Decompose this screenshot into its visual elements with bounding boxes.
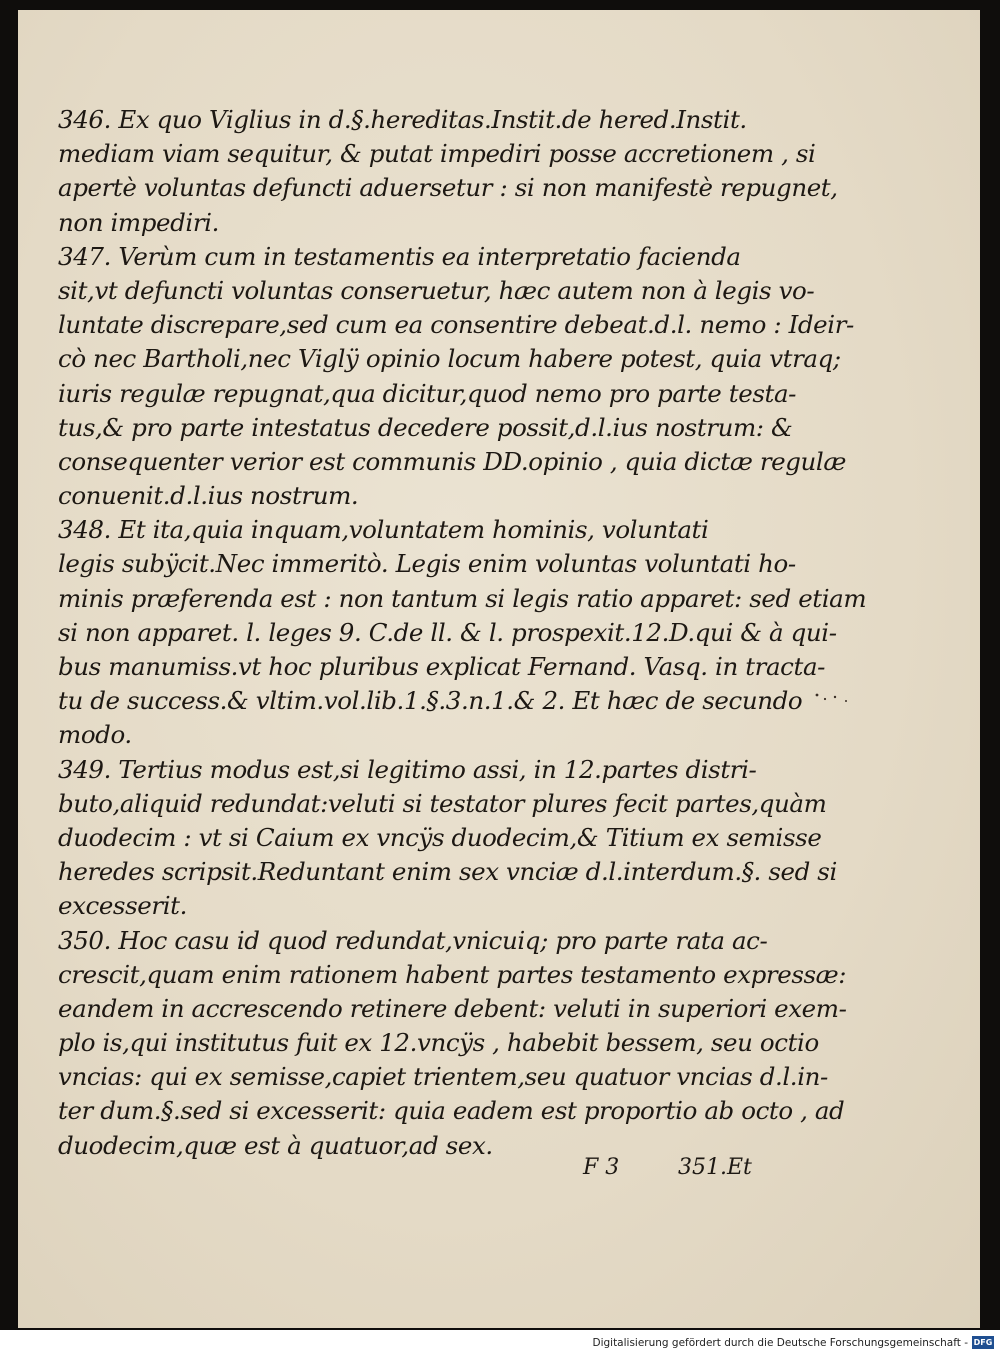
text-line: si non apparet. l. leges 9. C.de ll. & l. prospexit.12.D.qui & à qui- [58,617,837,647]
text-line: minis præferenda est : non tantum si legis ratio apparet: sed etiam [58,583,867,613]
text-line: legis subÿcit.Nec immeritò. Legis enim voluntas voluntati ho- [58,549,796,579]
text-line: vncias: qui ex semisse,capiet trientem,seu quatuor vncias d.l.in- [58,1062,828,1092]
text-line: mediam viam sequitur, & putat impediri posse accretionem , si [58,139,816,169]
text-line: ter dum.§.sed si excesserit: quia eadem est proportio ab octo , ad [58,1096,845,1126]
text-line: eandem in accrescendo retinere debent: veluti in superiori exem- [58,993,847,1023]
text-line: cò nec Bartholi,nec Viglÿ opinio locum habere potest, quia vtraq; [58,344,841,374]
page-foot [18,1155,980,1185]
text-line: excesserit. [58,891,187,921]
text-line: modo. [58,720,132,750]
text-line: 348. Et ita,quia inquam,voluntatem hominis, voluntati [58,515,709,545]
text-line: non impediri. [58,207,220,237]
text-line: 346. Ex quo Viglius in d.§.hereditas.Instit.de hered.Instit. [58,105,747,134]
text-line: tus,& pro parte intestatus decedere possit,d.l.ius nostrum: & [58,412,793,442]
signature-mark: F 3 [583,1155,620,1180]
funding-credit: Digitalisierung gefördert durch die Deutsche Forschungsgemeinschaft - [592,1337,968,1349]
text-line: iuris regulæ repugnat,qua dicitur,quod nemo pro parte testa- [58,378,797,408]
text-line: conuenit.d.l.ius nostrum. [58,481,359,511]
text-line: 349. Tertius modus est,si legitimo assi, in 12.partes distri- [58,754,757,784]
text-line: 347. Verùm cum in testamentis ea interpretatio facienda [58,241,741,271]
ink-specks [813,687,853,707]
text-line: bus manumiss.vt hoc pluribus explicat Fernand. Vasq. in tracta- [58,652,826,681]
body-text [58,103,867,1163]
book-page [18,10,980,1328]
text-line: sit,vt defuncti voluntas conseruetur, hæc autem non à legis vo- [58,275,815,305]
footer-bar [0,1330,1000,1357]
text-line: consequenter verior est communis DD.opinio , quia dictæ regulæ [58,446,846,476]
text-line: duodecim,quæ est à quatuor,ad sex. [58,1130,493,1160]
text-line: 350. Hoc casu id quod redundat,vnicuiq; pro parte rata ac- [58,925,768,955]
text-line: duodecim : vt si Caium ex vncÿs duodecim,& Titium ex semisse [58,822,822,852]
text-line: tu de success.& vltim.vol.lib.1.§.3.n.1.& 2. Et hæc de secundo [58,686,803,716]
text-line: apertè voluntas defuncti aduersetur : si non manifestè repugnet, [58,173,838,203]
text-line: crescit,quam enim rationem habent partes testamento expressæ: [58,959,847,989]
text-line: buto,aliquid redundat:veluti si testator plures fecit partes,quàm [58,788,827,818]
catchword: 351.Et [678,1155,752,1180]
text-line: plo is,qui institutus fuit ex 12.vncÿs , habebit bessem, seu octio [58,1028,819,1058]
text-line: luntate discrepare,sed cum ea consentire debeat.d.l. nemo : Ideir- [58,310,854,340]
text-line: heredes scripsit.Reduntant enim sex vnciæ d.l.interdum.§. sed si [58,857,837,887]
dfg-logo: DFG [973,1338,993,1347]
